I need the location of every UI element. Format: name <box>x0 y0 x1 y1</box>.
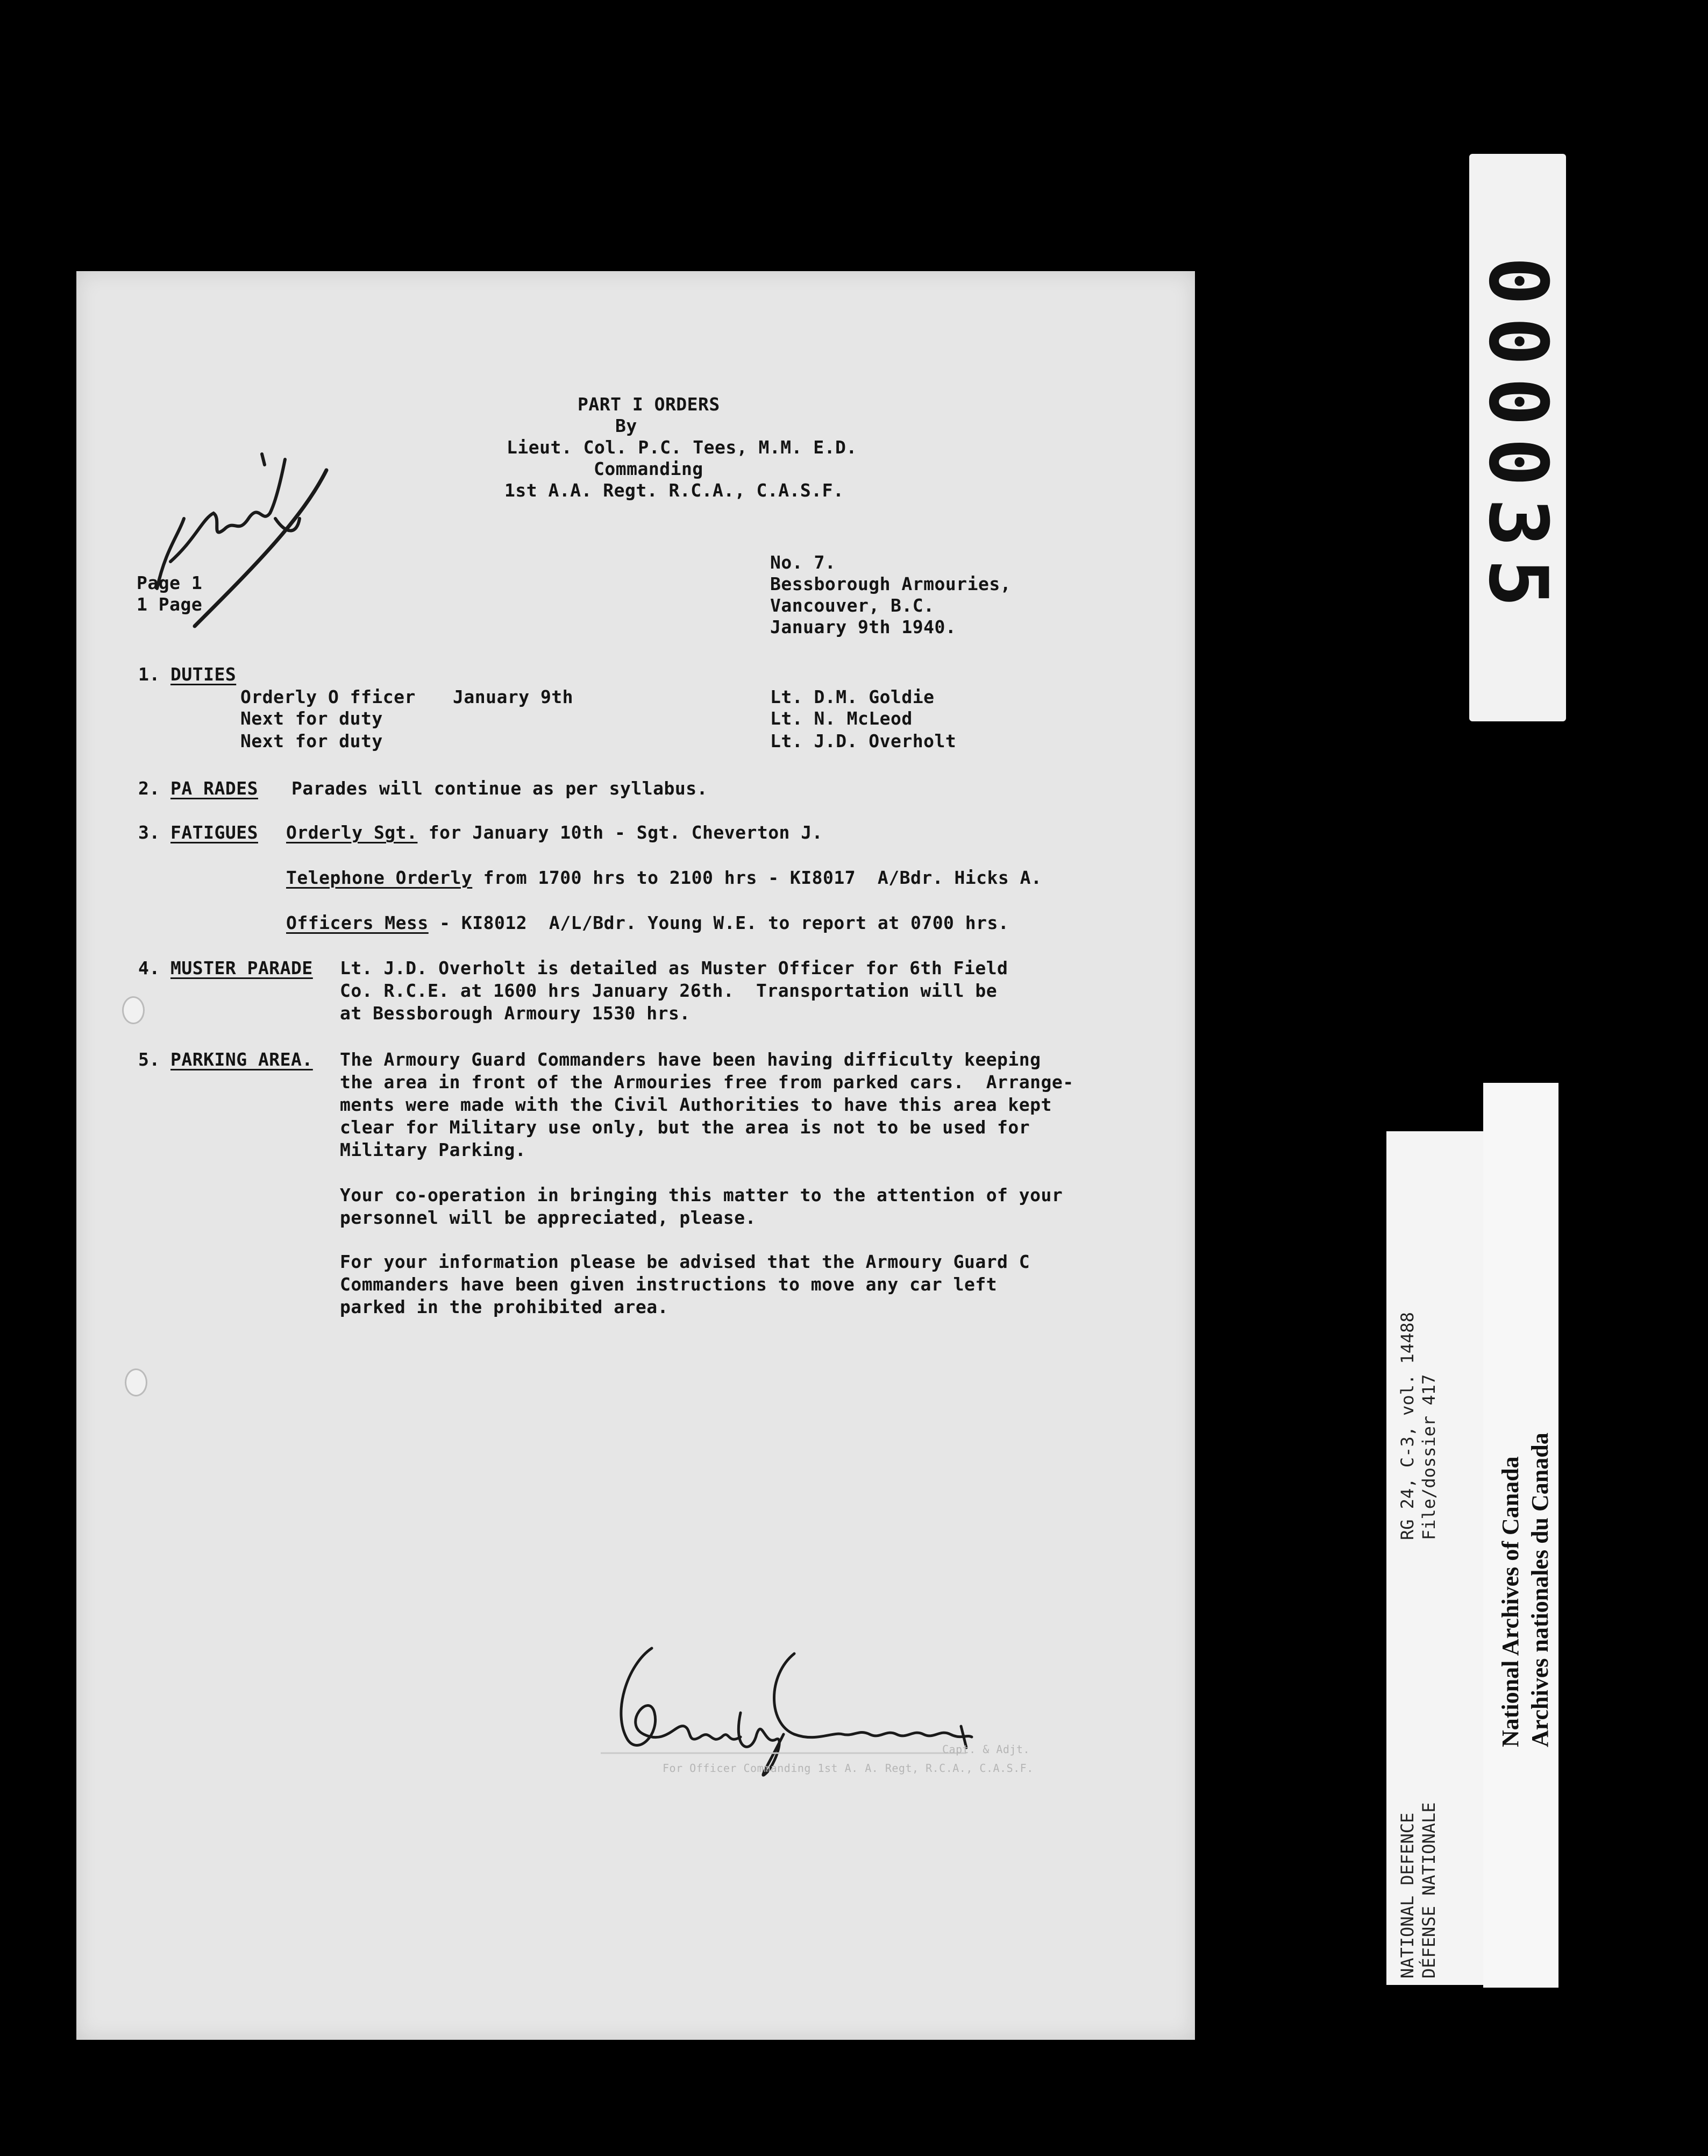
fatigue-duty-text: for January 10th - Sgt. Cheverton J. <box>417 822 823 843</box>
muster-text: at Bessborough Armoury 1530 hrs. <box>340 1003 691 1024</box>
muster-text: Co. R.C.E. at 1600 hrs January 26th. Transportation will be <box>340 980 998 1001</box>
fatigue-line <box>286 911 1009 934</box>
fatigue-duty-text: from 1700 hrs to 2100 hrs - KI8017 A/Bdr. Hicks A. <box>472 867 1042 888</box>
duty-date: January 9th <box>453 686 574 707</box>
parking-text: For your information please be advised that the Armoury Guard C <box>340 1251 1030 1272</box>
parking-text: parked in the prohibited area. <box>340 1296 669 1317</box>
section-title-muster: MUSTER PARADE <box>170 958 313 978</box>
parking-text: personnel will be appreciated, please. <box>340 1207 756 1228</box>
duty-name: Lt. D.M. Goldie <box>770 686 935 707</box>
muster-text: Lt. J.D. Overholt is detailed as Muster Officer for 6th Field <box>340 958 1008 978</box>
fatigue-duty-label: Officers Mess <box>286 912 429 933</box>
punch-hole <box>125 1368 147 1396</box>
signature-capt-adjt: Capt. & Adjt. <box>942 1743 1030 1756</box>
section-number: 4. <box>138 958 160 978</box>
section-title-fatigues: FATIGUES <box>170 822 258 843</box>
punch-hole <box>122 996 145 1024</box>
file-reference: File/dossier 417 <box>1419 1374 1439 1540</box>
department-en: NATIONAL DEFENCE <box>1397 1812 1418 1978</box>
duty-label: Next for duty <box>240 731 383 751</box>
parking-text: clear for Military use only, but the area is not to be used for <box>340 1117 1030 1138</box>
order-number: No. 7. <box>770 552 836 573</box>
parking-text: ments were made with the Civil Authorities to have this area kept <box>340 1094 1052 1115</box>
department-fr: DÉFENSE NATIONALE <box>1419 1802 1439 1978</box>
section-title-parking: PARKING AREA. <box>170 1049 313 1070</box>
duty-name: Lt. J.D. Overholt <box>770 731 957 751</box>
page-number: Page 1 <box>137 572 203 593</box>
document-page <box>76 271 1195 2040</box>
fatigue-duty-label: Telephone Orderly <box>286 867 473 888</box>
section-number: 5. <box>138 1049 160 1070</box>
duty-name: Lt. N. McLeod <box>770 708 913 729</box>
parades-text: Parades will continue as per syllabus. <box>291 778 708 799</box>
duty-label: Next for duty <box>240 708 383 729</box>
commander-line: Lieut. Col. P.C. Tees, M.M. E.D. <box>507 437 857 458</box>
fatigue-duty-text: - KI8012 A/L/Bdr. Young W.E. to report at 0700 hrs. <box>428 912 1009 933</box>
frame-number-strip <box>1469 154 1566 721</box>
signature-for-officer: For Officer Commanding 1st A. A. Regt, R.C.A., C.A.S.F. <box>663 1762 1034 1775</box>
parking-text: the area in front of the Armouries free from parked cars. Arrange- <box>340 1072 1074 1093</box>
order-date: January 9th 1940. <box>770 616 957 637</box>
fatigue-duty-label: Orderly Sgt. <box>286 822 418 843</box>
section-number: 1. <box>138 664 160 685</box>
orders-title: PART I ORDERS <box>578 394 720 415</box>
parking-text: Military Parking. <box>340 1139 526 1160</box>
parking-text: The Armoury Guard Commanders have been having difficulty keeping <box>340 1049 1041 1070</box>
parking-text: Commanders have been given instructions to move any car left <box>340 1274 998 1295</box>
rg-reference: RG 24, C-3, vol. 14488 <box>1397 1312 1418 1540</box>
order-city: Vancouver, B.C. <box>770 595 935 616</box>
fatigue-line <box>286 821 823 844</box>
archive-reference-label <box>1386 1131 1483 1985</box>
section-title-parades: PA RADES <box>170 778 258 799</box>
section-number: 2. <box>138 778 160 799</box>
order-location: Bessborough Armouries, <box>770 573 1012 594</box>
commanding-line: Commanding <box>594 458 703 479</box>
fatigue-line <box>286 866 1042 889</box>
archives-name-fr: Archives nationales du Canada <box>1527 1432 1553 1747</box>
page-count: 1 Page <box>137 594 203 615</box>
section-number: 3. <box>138 822 160 843</box>
unit-line: 1st A.A. Regt. R.C.A., C.A.S.F. <box>504 480 844 501</box>
section-title-duties: DUTIES <box>170 664 237 685</box>
parking-text: Your co-operation in bringing this matter to the attention of your <box>340 1185 1063 1205</box>
by-line: By <box>615 415 637 436</box>
archives-name-en: National Archives of Canada <box>1497 1456 1524 1747</box>
duty-label: Orderly O fficer <box>240 686 416 707</box>
frame-number: 000035 <box>1471 256 1564 619</box>
national-archives-label <box>1483 1083 1558 1988</box>
